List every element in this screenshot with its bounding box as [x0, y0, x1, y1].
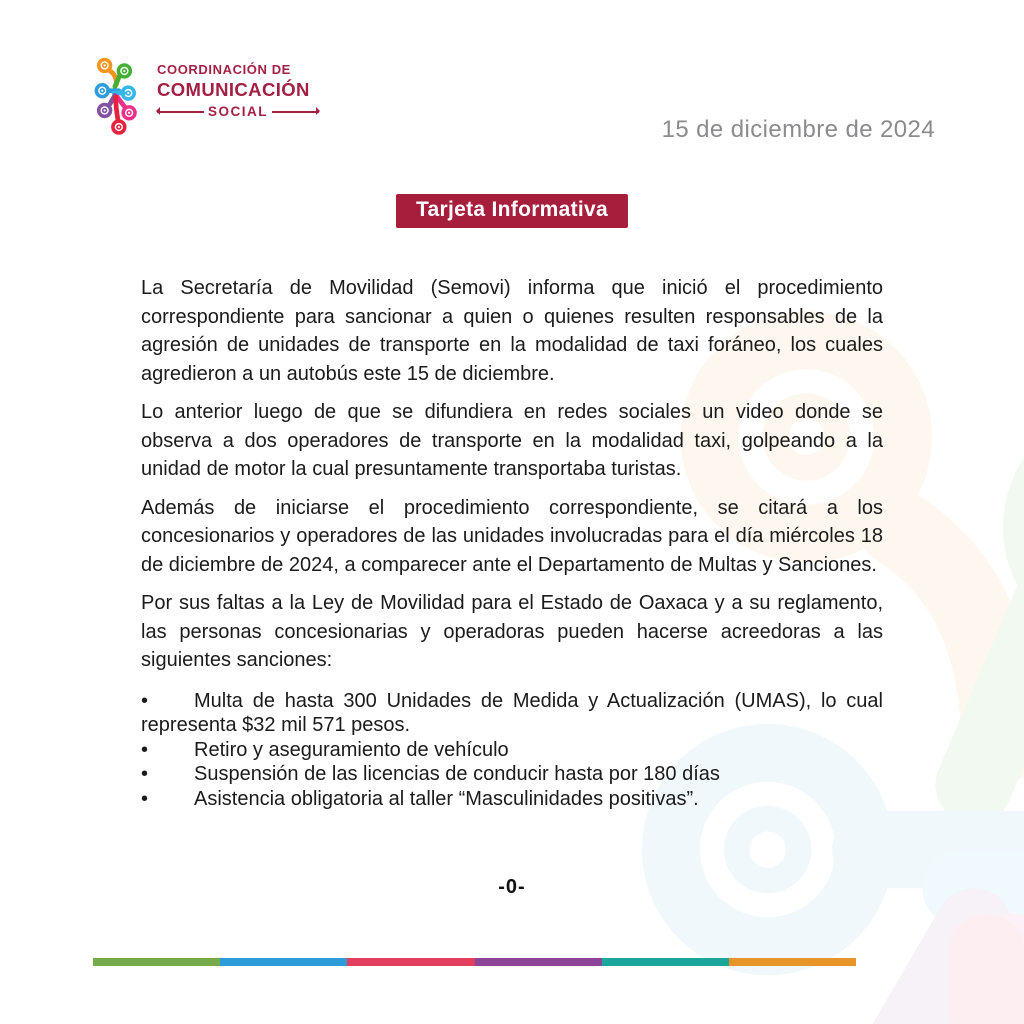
color-bar-segment [347, 958, 474, 966]
body-paragraph: Además de iniciarse el procedimiento correspondiente, se citará a los concesionarios y operadores de las unidades involucradas para el día miércoles 18 de diciembre de 2024, a comparecer ante el Departamento de Multas y Sanciones. [141, 496, 883, 576]
color-bar-segment [93, 958, 220, 966]
logo-text [157, 62, 319, 119]
body-paragraph: Por sus faltas a la Ley de Movilidad para el Estado de Oaxaca y a su reglamento, las personas concesionarias y operadoras pueden hacerse acreedoras a las siguientes sanciones: [141, 592, 883, 671]
bullet-text: Asistencia obligatoria al taller “Masculinidades positivas”. [194, 787, 699, 810]
logo-line2: COMUNICACIÓN [157, 79, 310, 100]
bullet-item [141, 689, 883, 738]
bullet-text: Retiro y aseguramiento de vehículo [194, 738, 509, 761]
bullet-list [141, 689, 883, 812]
body-paragraph: La Secretaría de Movilidad (Semovi) informa que inició el procedimiento correspondiente para sancionar a quien o quienes resulten responsables de la agresión de unidades de transporte en la modalidad de taxi foráneo, los cuales agredieron a un autobús este 15 de diciembre. [141, 277, 883, 385]
left-arrow-icon [157, 111, 204, 113]
logo [92, 56, 319, 138]
logo-line3 [157, 104, 319, 119]
color-bar-segment [729, 958, 856, 966]
bullet-icon: • [141, 787, 149, 810]
logo-mark-icon [92, 56, 152, 138]
logo-social-label: SOCIAL [208, 104, 269, 119]
document-date: 15 de diciembre de 2024 [661, 116, 935, 143]
document-body [141, 274, 883, 811]
bullet-item [141, 762, 883, 787]
title-badge: Tarjeta Informativa [396, 194, 628, 228]
bullet-item [141, 787, 883, 812]
color-bar-segment [220, 958, 347, 966]
body-paragraph: Lo anterior luego de que se difundiera en redes sociales un video donde se observa a dos operadores de transporte en la modalidad taxi, golpeando a la unidad de motor la cual presuntamente transportaba turistas. [141, 401, 883, 480]
color-bar-segment [602, 958, 729, 966]
bullet-icon: • [141, 689, 149, 712]
bullet-text: Multa de hasta 300 Unidades de Medida y Actualización (UMAS), lo cual representa $32 mil 571 pesos. [141, 689, 883, 736]
end-mark: -0- [498, 876, 526, 898]
bullet-item [141, 738, 883, 763]
color-bar-segment [475, 958, 602, 966]
right-arrow-icon [272, 111, 319, 113]
bullet-icon: • [141, 738, 149, 761]
bullet-icon: • [141, 763, 149, 785]
footer-color-bar [93, 958, 856, 966]
bullet-text: Suspensión de las licencias de conducir hasta por 180 días [194, 763, 720, 785]
paragraphs [141, 274, 883, 675]
logo-line1: COORDINACIÓN DE [157, 62, 291, 77]
